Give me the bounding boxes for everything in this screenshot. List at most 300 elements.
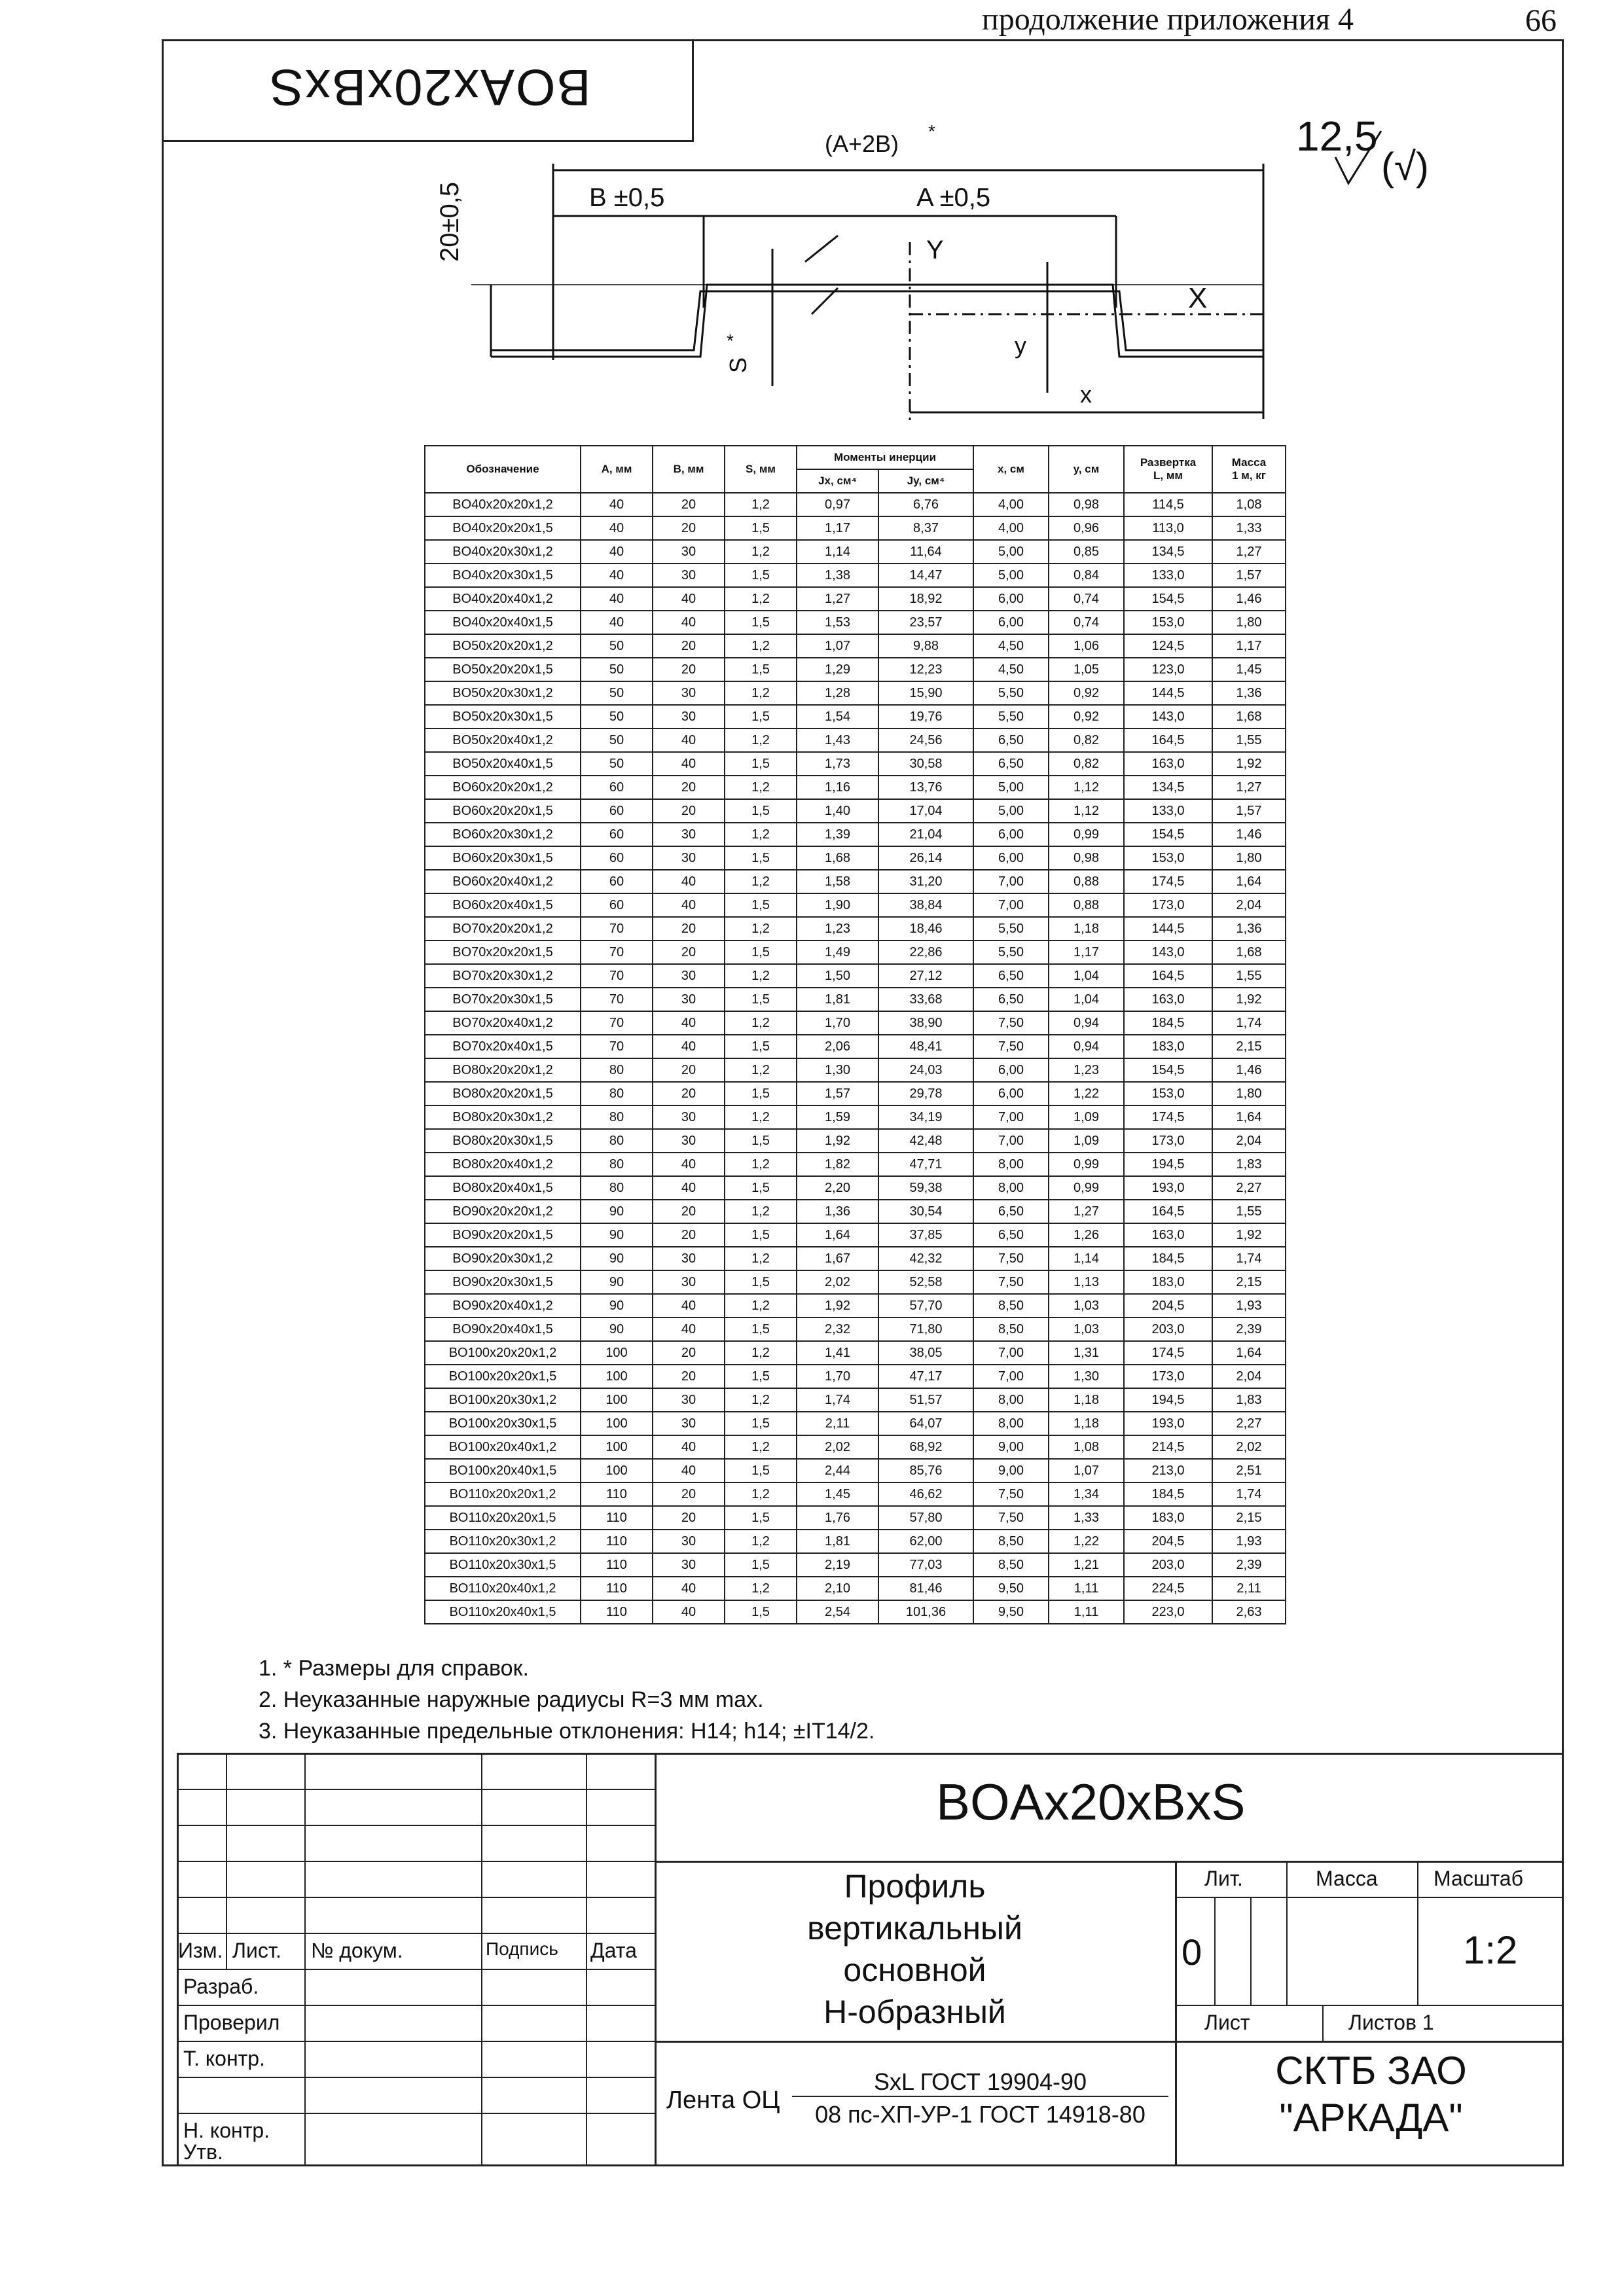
table-cell: 1,57 [1212,799,1286,823]
table-row [425,870,1286,893]
table-cell: 2,39 [1212,1553,1286,1577]
table-cell: BO40x20x40x1,2 [425,587,581,611]
table-cell: 1,2 [725,776,797,799]
table-cell: 20 [653,799,725,823]
table-cell: 123,0 [1124,658,1212,681]
table-cell: 1,31 [1049,1341,1124,1365]
col-x: x, см [973,446,1049,493]
col-jx: Jx, см⁴ [797,469,878,493]
table-cell: 0,92 [1049,705,1124,728]
table-row [425,1506,1286,1530]
roughness-suffix: (√) [1381,145,1429,188]
table-cell: 1,90 [797,893,878,917]
table-cell: 23,57 [878,611,973,634]
table-row [425,1082,1286,1105]
table-cell: 1,5 [725,1600,797,1624]
table-cell: 40 [653,752,725,776]
table-cell: BO100x20x20x1,5 [425,1365,581,1388]
table-cell: 1,68 [1212,705,1286,728]
table-row [425,1035,1286,1058]
table-cell: 110 [581,1577,653,1600]
table-cell: 1,81 [797,1530,878,1553]
table-cell: BO70x20x40x1,2 [425,1011,581,1035]
table-cell: 163,0 [1124,752,1212,776]
table-cell: 85,76 [878,1459,973,1482]
table-cell: 50 [581,728,653,752]
table-row [425,1482,1286,1506]
table-cell: BO80x20x20x1,2 [425,1058,581,1082]
table-row [425,1412,1286,1435]
table-cell: BO110x20x20x1,2 [425,1482,581,1506]
table-cell: 110 [581,1600,653,1624]
table-cell: 1,49 [797,941,878,964]
table-cell: 7,00 [973,870,1049,893]
table-cell: 1,5 [725,1365,797,1388]
table-cell: 0,74 [1049,611,1124,634]
table-cell: 80 [581,1176,653,1200]
table-cell: 1,22 [1049,1530,1124,1553]
table-cell: 1,92 [797,1129,878,1153]
table-cell: 21,04 [878,823,973,846]
table-row [425,1530,1286,1553]
table-cell: 20 [653,1082,725,1105]
table-cell: 30 [653,1412,725,1435]
tb-material-bottom: 08 пс-ХП-УР-1 ГОСТ 14918-80 [815,2101,1146,2128]
table-cell: BO100x20x30x1,5 [425,1412,581,1435]
table-cell: 90 [581,1223,653,1247]
table-cell: BO70x20x40x1,5 [425,1035,581,1058]
table-cell: 1,30 [797,1058,878,1082]
table-cell: BO80x20x30x1,5 [425,1129,581,1153]
table-cell: 1,43 [797,728,878,752]
table-cell: 40 [653,728,725,752]
table-cell: 40 [581,564,653,587]
table-cell: 60 [581,799,653,823]
table-cell: 2,44 [797,1459,878,1482]
tb-scale-label: Масштаб [1434,1867,1523,1890]
table-cell: 30 [653,1247,725,1270]
table-cell: 1,2 [725,1105,797,1129]
tb-name-line-3: основной [843,1952,986,1988]
table-cell: 57,80 [878,1506,973,1530]
table-cell: 1,92 [1212,988,1286,1011]
table-cell: BO70x20x20x1,5 [425,941,581,964]
table-cell: 8,50 [973,1294,1049,1318]
table-cell: 2,04 [1212,1129,1286,1153]
table-cell: 113,0 [1124,516,1212,540]
table-cell: 1,17 [1049,941,1124,964]
table-cell: 1,5 [725,1506,797,1530]
table-cell: 40 [653,1176,725,1200]
table-cell: 1,74 [797,1388,878,1412]
table-cell: BO60x20x30x1,5 [425,846,581,870]
table-cell: 1,27 [1212,776,1286,799]
dim-s-star: * [727,331,734,351]
table-cell: 20 [653,1506,725,1530]
table-cell: BO40x20x20x1,5 [425,516,581,540]
table-row [425,1435,1286,1459]
table-row [425,1129,1286,1153]
table-cell: 38,05 [878,1341,973,1365]
table-cell: 154,5 [1124,823,1212,846]
table-cell: 1,70 [797,1011,878,1035]
table-cell: 1,58 [797,870,878,893]
table-cell: 0,98 [1049,493,1124,516]
table-cell: 2,32 [797,1318,878,1341]
table-cell: 5,50 [973,705,1049,728]
table-cell: 0,98 [1049,846,1124,870]
table-cell: 124,5 [1124,634,1212,658]
table-cell: 24,56 [878,728,973,752]
table-cell: 143,0 [1124,705,1212,728]
table-cell: 6,50 [973,988,1049,1011]
table-cell: 174,5 [1124,870,1212,893]
tb-sheet-label: Лист [1204,2011,1250,2034]
table-cell: 114,5 [1124,493,1212,516]
table-cell: 100 [581,1412,653,1435]
tb-mass-label: Масса [1316,1867,1378,1890]
table-cell: BO90x20x40x1,5 [425,1318,581,1341]
table-cell: 1,2 [725,634,797,658]
table-cell: 1,67 [797,1247,878,1270]
table-cell: 1,18 [1049,1388,1124,1412]
table-cell: 27,12 [878,964,973,988]
table-cell: 1,57 [1212,564,1286,587]
table-cell: 1,93 [1212,1294,1286,1318]
table-cell: 1,09 [1049,1105,1124,1129]
table-cell: 30 [653,540,725,564]
table-cell: 50 [581,681,653,705]
table-cell: 20 [653,917,725,941]
table-cell: 1,92 [1212,1223,1286,1247]
table-cell: 110 [581,1506,653,1530]
dim-total-label: (A+2B) [825,130,899,157]
table-cell: 154,5 [1124,587,1212,611]
table-cell: BO90x20x30x1,5 [425,1270,581,1294]
table-cell: 1,14 [797,540,878,564]
table-cell: 214,5 [1124,1435,1212,1459]
table-cell: 7,00 [973,1365,1049,1388]
table-cell: 20 [653,1482,725,1506]
table-cell: 81,46 [878,1577,973,1600]
table-cell: BO90x20x40x1,2 [425,1294,581,1318]
table-cell: 40 [581,493,653,516]
table-cell: 9,50 [973,1600,1049,1624]
roughness-value: 12,5 [1296,113,1378,160]
table-cell: 64,07 [878,1412,973,1435]
table-cell: 1,03 [1049,1294,1124,1318]
table-row [425,1270,1286,1294]
table-cell: 2,15 [1212,1506,1286,1530]
table-cell: 90 [581,1294,653,1318]
table-cell: 6,50 [973,752,1049,776]
table-cell: 80 [581,1058,653,1082]
tb-row-utv: Утв. [183,2140,223,2164]
table-cell: BO70x20x30x1,5 [425,988,581,1011]
table-cell: 2,15 [1212,1270,1286,1294]
table-cell: BO110x20x40x1,5 [425,1600,581,1624]
table-cell: 7,50 [973,1482,1049,1506]
table-cell: BO110x20x30x1,5 [425,1553,581,1577]
table-cell: 1,80 [1212,1082,1286,1105]
dim-height-label: 20±0,5 [435,181,464,262]
table-cell: 34,19 [878,1105,973,1129]
table-row [425,1200,1286,1223]
table-cell: 22,86 [878,941,973,964]
table-cell: 48,41 [878,1035,973,1058]
table-cell: 1,5 [725,1176,797,1200]
table-cell: 40 [653,1600,725,1624]
table-cell: BO60x20x30x1,2 [425,823,581,846]
table-cell: 1,27 [1212,540,1286,564]
table-cell: BO50x20x20x1,5 [425,658,581,681]
table-row [425,728,1286,752]
table-cell: 133,0 [1124,564,1212,587]
table-row [425,1365,1286,1388]
table-cell: 38,84 [878,893,973,917]
table-row [425,893,1286,917]
table-cell: 183,0 [1124,1035,1212,1058]
table-cell: 153,0 [1124,611,1212,634]
table-cell: 1,08 [1212,493,1286,516]
profile-drawing [419,111,1506,452]
tb-col-sign: Подпись [486,1939,558,1959]
table-cell: 20 [653,941,725,964]
table-cell: 1,64 [1212,1341,1286,1365]
table-row [425,1388,1286,1412]
table-row [425,752,1286,776]
table-cell: 6,50 [973,728,1049,752]
table-cell: 0,74 [1049,587,1124,611]
table-cell: 8,50 [973,1530,1049,1553]
note-2: 2. Неуказанные наружные радиусы R=3 мм max. [259,1687,764,1712]
table-cell: 203,0 [1124,1318,1212,1341]
table-cell: 1,03 [1049,1318,1124,1341]
table-cell: 40 [581,587,653,611]
table-cell: 37,85 [878,1223,973,1247]
table-cell: 62,00 [878,1530,973,1553]
table-cell: 1,41 [797,1341,878,1365]
table-cell: 70 [581,988,653,1011]
axis-y-label: Y [926,236,944,264]
table-cell: 1,27 [797,587,878,611]
table-cell: 153,0 [1124,846,1212,870]
table-cell: 13,76 [878,776,973,799]
table-cell: 1,2 [725,1388,797,1412]
table-cell: 20 [653,1200,725,1223]
table-cell: 133,0 [1124,799,1212,823]
table-cell: 40 [653,1011,725,1035]
table-cell: 40 [581,516,653,540]
table-cell: 1,2 [725,917,797,941]
table-cell: 0,82 [1049,728,1124,752]
table-cell: 1,2 [725,493,797,516]
table-cell: 20 [653,1365,725,1388]
table-cell: 6,00 [973,611,1049,634]
table-cell: 1,23 [1049,1058,1124,1082]
table-cell: 24,03 [878,1058,973,1082]
table-cell: 6,76 [878,493,973,516]
table-cell: 70 [581,964,653,988]
table-cell: BO110x20x40x1,2 [425,1577,581,1600]
table-cell: 1,2 [725,540,797,564]
table-cell: 1,57 [797,1082,878,1105]
table-cell: 1,5 [725,658,797,681]
dim-y-label: y [1015,332,1026,359]
table-cell: 30 [653,846,725,870]
table-cell: 1,81 [797,988,878,1011]
table-cell: 68,92 [878,1435,973,1459]
table-cell: BO40x20x30x1,5 [425,564,581,587]
table-cell: 1,5 [725,1082,797,1105]
tb-col-date: Дата [590,1939,637,1962]
table-row [425,1247,1286,1270]
table-cell: 1,2 [725,1247,797,1270]
table-cell: 143,0 [1124,941,1212,964]
tb-material-name: Лента ОЦ [666,2087,780,2114]
table-cell: 5,00 [973,776,1049,799]
table-cell: 47,71 [878,1153,973,1176]
table-cell: 47,17 [878,1365,973,1388]
table-cell: 8,50 [973,1318,1049,1341]
table-cell: 15,90 [878,681,973,705]
table-cell: 7,50 [973,1011,1049,1035]
table-cell: 1,55 [1212,728,1286,752]
table-cell: 20 [653,1223,725,1247]
table-cell: 1,21 [1049,1553,1124,1577]
table-row [425,1553,1286,1577]
tb-row-nkontr: Н. контр. [183,2119,270,2142]
table-cell: 163,0 [1124,1223,1212,1247]
table-cell: BO50x20x30x1,2 [425,681,581,705]
table-row [425,587,1286,611]
tb-name-line-2: вертикальный [807,1910,1022,1946]
table-cell: 213,0 [1124,1459,1212,1482]
table-cell: 2,04 [1212,893,1286,917]
table-row [425,1153,1286,1176]
table-cell: 59,38 [878,1176,973,1200]
table-cell: 4,50 [973,634,1049,658]
table-cell: 40 [653,870,725,893]
table-row [425,611,1286,634]
table-cell: 20 [653,1341,725,1365]
table-cell: 90 [581,1200,653,1223]
table-cell: 1,53 [797,611,878,634]
table-cell: 173,0 [1124,1365,1212,1388]
table-cell: 30 [653,988,725,1011]
table-cell: 30 [653,705,725,728]
table-cell: 9,50 [973,1577,1049,1600]
table-cell: 1,5 [725,1412,797,1435]
table-cell: 100 [581,1388,653,1412]
table-cell: 0,88 [1049,870,1124,893]
table-cell: 7,50 [973,1270,1049,1294]
table-cell: 1,5 [725,705,797,728]
table-cell: BO100x20x40x1,2 [425,1435,581,1459]
table-cell: 1,5 [725,1035,797,1058]
table-cell: 1,92 [797,1294,878,1318]
table-row [425,1600,1286,1624]
table-cell: 90 [581,1318,653,1341]
table-cell: BO90x20x20x1,2 [425,1200,581,1223]
table-cell: 1,17 [1212,634,1286,658]
table-cell: 70 [581,941,653,964]
table-cell: 40 [581,540,653,564]
table-cell: 0,94 [1049,1035,1124,1058]
table-cell: 1,2 [725,1153,797,1176]
table-cell: 57,70 [878,1294,973,1318]
table-cell: 100 [581,1459,653,1482]
table-cell: 110 [581,1553,653,1577]
table-cell: BO60x20x40x1,2 [425,870,581,893]
table-cell: 1,04 [1049,988,1124,1011]
tb-sheets-label: Листов 1 [1348,2011,1434,2034]
tb-org-line-1: СКТБ ЗАО [1275,2049,1467,2092]
tb-row-razrab: Разраб. [183,1975,259,1998]
table-cell: 30,54 [878,1200,973,1223]
col-jy: Jy, см⁴ [878,469,973,493]
table-cell: 7,50 [973,1506,1049,1530]
table-cell: 2,02 [797,1435,878,1459]
tb-row-proveril: Проверил [183,2011,280,2034]
table-cell: 1,27 [1049,1200,1124,1223]
table-cell: 1,46 [1212,587,1286,611]
table-cell: 14,47 [878,564,973,587]
table-cell: 20 [653,776,725,799]
table-cell: 0,96 [1049,516,1124,540]
table-cell: 1,2 [725,681,797,705]
table-cell: 1,55 [1212,964,1286,988]
table-cell: 134,5 [1124,540,1212,564]
table-cell: 1,17 [797,516,878,540]
table-cell: 1,39 [797,823,878,846]
table-cell: BO50x20x30x1,5 [425,705,581,728]
table-row [425,846,1286,870]
table-cell: 173,0 [1124,1129,1212,1153]
table-cell: 71,80 [878,1318,973,1341]
table-cell: 1,36 [797,1200,878,1223]
table-cell: 144,5 [1124,681,1212,705]
table-cell: 40 [653,1435,725,1459]
table-cell: BO100x20x20x1,2 [425,1341,581,1365]
table-row [425,917,1286,941]
tb-name-line-4: Н-образный [823,1994,1006,2030]
tb-lit-value: 0 [1182,1931,1202,1973]
table-cell: 153,0 [1124,1082,1212,1105]
table-cell: 1,2 [725,1294,797,1318]
table-cell: BO60x20x20x1,2 [425,776,581,799]
table-cell: 1,36 [1212,681,1286,705]
table-cell: 1,09 [1049,1129,1124,1153]
table-row [425,681,1286,705]
table-cell: 184,5 [1124,1011,1212,1035]
table-row [425,964,1286,988]
table-cell: 0,85 [1049,540,1124,564]
table-row [425,1459,1286,1482]
table-cell: BO110x20x30x1,2 [425,1530,581,1553]
table-row [425,776,1286,799]
table-cell: 2,04 [1212,1365,1286,1388]
table-cell: BO50x20x20x1,2 [425,634,581,658]
table-cell: 17,04 [878,799,973,823]
table-cell: 2,20 [797,1176,878,1200]
table-cell: 1,59 [797,1105,878,1129]
table-cell: 1,5 [725,1223,797,1247]
table-cell: 2,02 [1212,1435,1286,1459]
table-cell: 163,0 [1124,988,1212,1011]
table-cell: 40 [653,893,725,917]
table-cell: 183,0 [1124,1506,1212,1530]
